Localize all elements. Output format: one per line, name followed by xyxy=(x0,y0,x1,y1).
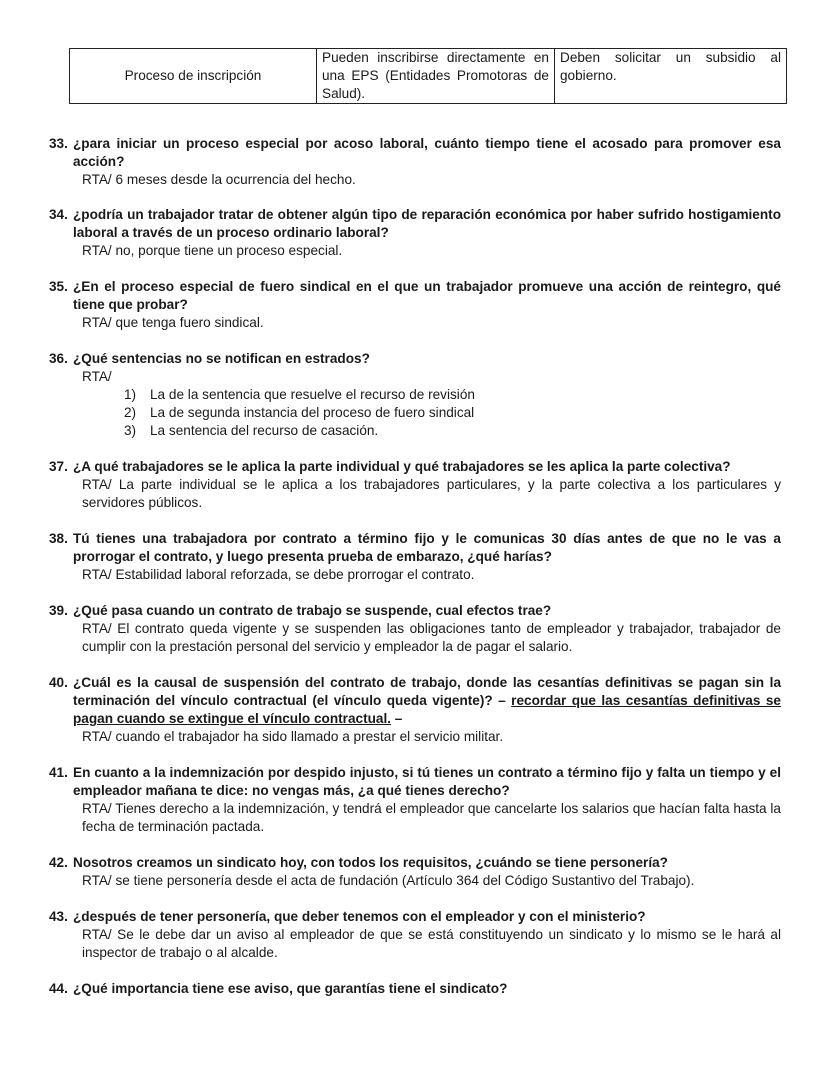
question-text: ¿para iniciar un proceso especial por acoso laboral, cuánto tiempo tiene el acosado para promover esa acción? xyxy=(73,136,781,169)
question-text: Tú tienes una trabajadora por contrato a término fijo y le comunicas 30 días antes de que no le vas a prorrogar el contrato, y luego presenta prueba de embarazo, ¿qué harías? xyxy=(73,531,781,564)
question-44 xyxy=(49,980,781,998)
question-text: En cuanto a la indemnización por despido injusto, si tú tienes un contrato a término fijo y falta un tiempo y el empleador mañana te dice: no vengas más, ¿a qué tienes derecho? xyxy=(73,765,781,798)
list-item xyxy=(124,386,781,404)
underlined-note: recordar que las cesantías definitivas se pagan cuando se extingue el vínculo contractual. xyxy=(73,693,781,726)
question-35 xyxy=(49,278,781,332)
question-text: ¿En el proceso especial de fuero sindical en el que un trabajador promueve una acción de reintegro, qué tiene que probar? xyxy=(73,279,781,312)
question-39 xyxy=(49,602,781,656)
answer-text: RTA/ El contrato queda vigente y se suspenden las obligaciones tanto de empleador y trabajador, trabajador de cumplir con la prestación personal del servicio y empleador la de pagar el salario. xyxy=(82,621,781,654)
question-36 xyxy=(49,350,781,440)
list-item-number: 3) xyxy=(124,423,137,438)
table-cell-col2: Pueden inscribirse directamente en una EPS (Entidades Promotoras de Salud). xyxy=(317,49,555,104)
question-number: 41. xyxy=(49,765,68,780)
question-number: 42. xyxy=(49,855,68,870)
question-number: 44. xyxy=(49,981,68,996)
question-38 xyxy=(49,530,781,584)
list-item-number: 2) xyxy=(124,405,137,420)
list-item-text: La sentencia del recurso de casación. xyxy=(150,423,379,438)
answer-text: RTA/ Estabilidad laboral reforzada, se debe prorrogar el contrato. xyxy=(82,567,475,582)
question-text: ¿A qué trabajadores se le aplica la parte individual y qué trabajadores se les aplica la parte colectiva? xyxy=(73,459,731,474)
question-text: ¿Qué importancia tiene ese aviso, que garantías tiene el sindicato? xyxy=(73,981,508,996)
question-number: 40. xyxy=(49,675,68,690)
list-item-text: La de segunda instancia del proceso de fuero sindical xyxy=(150,405,475,420)
answer-text: RTA/ Tienes derecho a la indemnización, y tendrá el empleador que cancelarte los salarios que hacían falta hasta la fecha de terminación pactada. xyxy=(82,801,781,834)
list-item xyxy=(124,422,781,440)
answer-text: RTA/ Se le debe dar un aviso al empleador de que se está constituyendo un sindicato y lo mismo se le hará al inspector de trabajo o al alcalde. xyxy=(82,927,781,960)
question-34 xyxy=(49,206,781,260)
answer-text: RTA/ no, porque tiene un proceso especial. xyxy=(82,243,343,258)
question-number: 35. xyxy=(49,279,68,294)
question-42 xyxy=(49,854,781,890)
table-cell-col3: Deben solicitar un subsidio al gobierno. xyxy=(555,49,787,104)
question-text: Nosotros creamos un sindicato hoy, con todos los requisitos, ¿cuándo se tiene personería? xyxy=(73,855,668,870)
answer-text: RTA/ xyxy=(82,369,112,384)
question-text: ¿Qué sentencias no se notifican en estrados? xyxy=(73,351,370,366)
question-text: ¿podría un trabajador tratar de obtener algún tipo de reparación económica por haber sufrido hostigamiento laboral a través de un proceso ordinario laboral? xyxy=(73,207,781,240)
table-cell-label: Proceso de inscripción xyxy=(70,49,317,104)
question-text: ¿Qué pasa cuando un contrato de trabajo se suspende, cual efectos trae? xyxy=(73,603,552,618)
list-item xyxy=(124,404,781,422)
answer-text: RTA/ cuando el trabajador ha sido llamado a prestar el servicio militar. xyxy=(82,729,504,744)
question-number: 33. xyxy=(49,136,68,151)
question-text: ¿después de tener personería, que deber tenemos con el empleador y con el ministerio? xyxy=(73,909,646,924)
question-33 xyxy=(49,135,781,189)
registration-table xyxy=(69,48,787,104)
list-item-text: La de la sentencia que resuelve el recurso de revisión xyxy=(150,387,475,402)
question-text: ¿Cuál es la causal de suspensión del contrato de trabajo, donde las cesantías definitivas se pagan sin la terminación del vínculo contractual (el vínculo queda vigente)? – recordar que las cesantías definitivas se pagan cuando se extingue el vínculo contractual. – xyxy=(73,675,781,726)
answer-text: RTA/ 6 meses desde la ocurrencia del hecho. xyxy=(82,172,356,187)
question-40 xyxy=(49,674,781,746)
list-item-number: 1) xyxy=(124,387,137,402)
answer-text: RTA/ que tenga fuero sindical. xyxy=(82,315,264,330)
table-row xyxy=(70,49,787,104)
question-list xyxy=(49,135,781,998)
question-number: 34. xyxy=(49,207,68,222)
answer-text: RTA/ La parte individual se le aplica a los trabajadores particulares, y la parte colectiva a los particulares y servidores públicos. xyxy=(82,477,781,510)
question-41 xyxy=(49,764,781,836)
question-43 xyxy=(49,908,781,962)
question-number: 38. xyxy=(49,531,68,546)
answer-text: RTA/ se tiene personería desde el acta de fundación (Artículo 364 del Código Sustantivo del Trabajo). xyxy=(82,873,695,888)
question-number: 43. xyxy=(49,909,68,924)
question-37 xyxy=(49,458,781,512)
question-number: 36. xyxy=(49,351,68,366)
question-number: 37. xyxy=(49,459,68,474)
question-number: 39. xyxy=(49,603,68,618)
